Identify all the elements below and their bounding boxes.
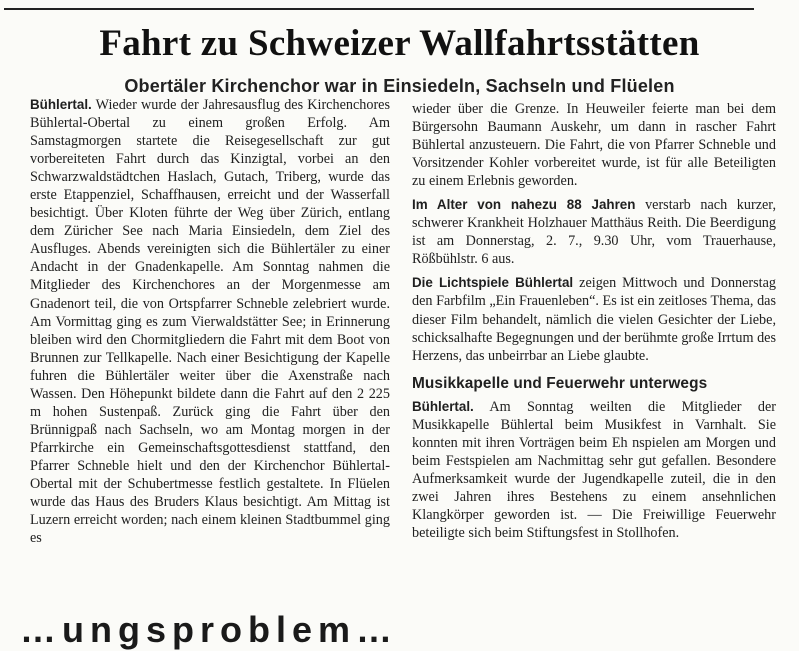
paragraph bbox=[30, 96, 390, 547]
cut-off-next-headline bbox=[0, 606, 799, 650]
news-item-death bbox=[412, 196, 776, 268]
cut-off-headline-text: …ungsproblem… bbox=[20, 609, 399, 650]
item-text: Am Sonntag weilten die Mitglieder der Musikkapelle Bühlertal beim Musikfest in Varnhalt. Sie konnten mit ihren Vorträgen beim Eh nspielen am Morgen und beim Festspielen am Nachmittag sehr gut gefallen. Besondere Aufmerksamkeit wurde der Jugendkapelle zuteil, die in den zwei Jahren ihres Bestehens zu einem ansehnlichen Klangkörper geworden ist. — Die Freiwillige Feuerwehr beteiligte sich beim Stiftungsfest in Stollhofen. bbox=[412, 398, 776, 542]
item-lead: Im Alter von nahezu 88 Jahren bbox=[412, 197, 636, 213]
paragraph: wieder über die Grenze. In Heuweiler feierte man bei dem Bürgersohn Baumann Auskehr, um dann in rascher Fahrt Bühlertal anzusteuern. Die Fahrt, die von Pfarrer Schneble und Vorsitzender Kohler vorbereitet wurde, ist für alle Beteiligten zu einem Erlebnis geworden. bbox=[412, 101, 776, 190]
right-column bbox=[412, 100, 776, 542]
item-text: zeigen Mittwoch und Donnerstag den Farbfilm „Ein Frauenleben“. Es ist ein zeitloses Thema, das dieser Film behandelt, nämlich die vielen Gesichter der Liebe, schicksalhafte Begegnungen und der berühmte große Irrtum des Herzens, das unbeirrbar an Liebe glaubte. bbox=[412, 275, 777, 364]
top-rule bbox=[4, 8, 754, 10]
dateline: Bühlertal. bbox=[30, 97, 92, 112]
item-text: verstarb nach kurzer, schwerer Krankheit Holzhauer Matthäus Reith. Die Beerdigung ist am Donnerstag, 2. 7., 9.30 Uhr, vom Trauerhause, Rößbühlstr. 6 aus. bbox=[412, 197, 777, 268]
article-headline: Fahrt zu Schweizer Wallfahrtsstätten bbox=[99, 23, 700, 64]
dateline: Bühlertal. bbox=[412, 398, 474, 414]
section-subheadline: Musikkapelle und Feuerwehr unterwegs bbox=[412, 374, 708, 392]
body-text: Wieder wurde der Jahresausflug des Kirchenchores Bühlertal-Obertal zu einem großen Erfolg. Am Samstagmorgen startete die Reisegesellschaft zur gut vorbereiteten Fahrt durch das Kinzigtal, vorbei an den Schwarzwaldstädtchen Haslach, Gutach, Triberg, wurde das erste Etappenziel, Schaffhausen, erreicht und der Wasserfall besichtigt. Über Kloten führte der Weg über Zürich, entlang dem Züricher See nach Maria Einsiedeln, dem Ziel des Ausfluges. Abends vereinigten sich die Bühlertäler zu einer Andacht in der Gnadenkapelle. Am Sonntag nahmen die Mitglieder des Kirchenchores an der Morgenmesse am Gnadenort teil, die von Ortspfarrer Schneble zelebriert wurde. Am Vormittag ging es zum Vierwaldstätter See; in Erinnerung bleiben wird den Chormitgliedern die Fahrt mit dem Boot von Brunnen zur Tellkapelle. Nach einer Besichtigung der Kapelle fuhren die Bühlertäler weiter über die Axenstraße nach Wassen. Den Höhepunkt bildete dann die Fahrt auf den 2 225 m hohen Sustenpaß. Zurück ging die Fahrt über den Brünnigpaß nach Sachseln, wo am Montag morgen in der Pfarrkirche ein Gemeinschaftsgottesdienst stattfand, den Pfarrer Schneble hielt und den der Kirchenchor Bühlertal-Obertal mit der Schubertmesse festlich gestaltete. In Flüelen wurde das Haus des Bruders Klaus besichtigt. Am Mittag ist Luzern erreicht worden; nach einem kleinen Stadtbummel ging es bbox=[30, 97, 390, 547]
left-column bbox=[30, 96, 390, 547]
news-item-music bbox=[412, 398, 776, 542]
article-subheadline: Obertäler Kirchenchor war in Einsiedeln, Sachseln und Flüelen bbox=[124, 76, 675, 96]
news-item-cinema bbox=[412, 274, 776, 364]
item-lead: Die Lichtspiele Bühlertal bbox=[412, 275, 574, 291]
